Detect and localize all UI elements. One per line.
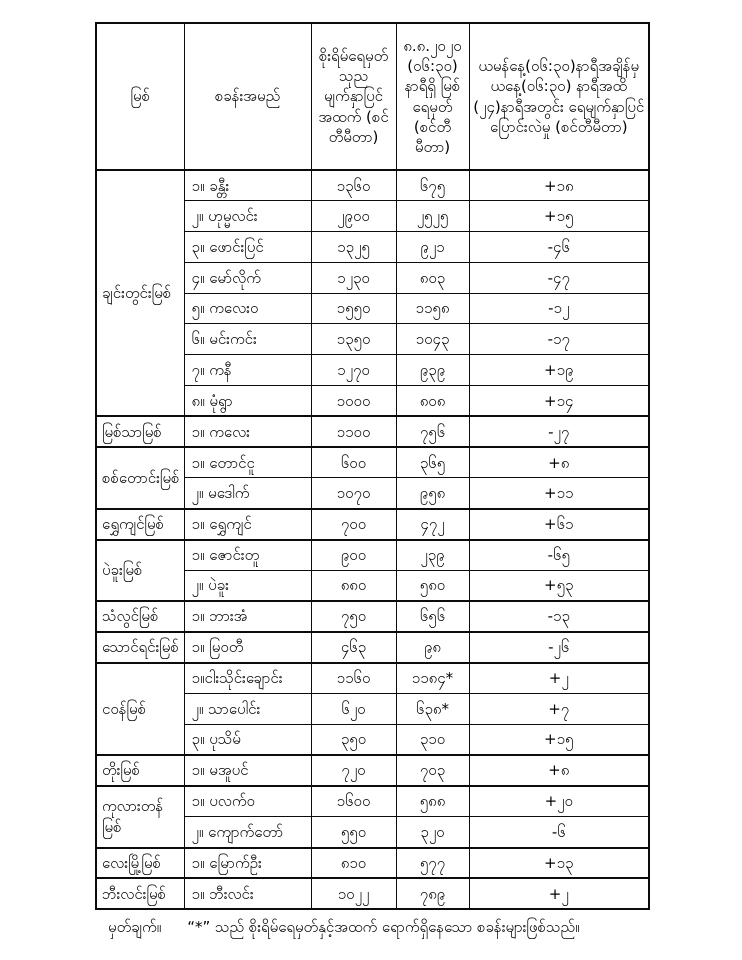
header-danger-level: စိုးရိမ်ရေမှတ် သုည မျက်နှာပြင် အထက် (စင်တီမီတာ) — [311, 23, 396, 170]
water-level-cell: ၅၈၈ — [396, 786, 469, 817]
station-name-cell: ၂။ မဒေါက် — [184, 478, 311, 509]
change-cell: -၁၇ — [469, 324, 649, 355]
danger-level-cell: ၁၀၇၀ — [311, 478, 396, 509]
station-name-cell: ၃။ ဖောင်းပြင် — [184, 232, 311, 263]
river-water-level-table — [95, 22, 650, 910]
river-name-cell: ချင်းတွင်းမြစ် — [96, 170, 184, 416]
danger-level-cell: ၁၃၂၅ — [311, 232, 396, 263]
danger-level-cell: ၁၂၇၀ — [311, 355, 396, 386]
change-cell: +၁၃ — [469, 848, 649, 879]
station-name-cell: ၁။ငါးသိုင်းချောင်း — [184, 663, 311, 694]
table-row — [96, 416, 649, 447]
danger-level-cell: ၁၀၂၂ — [311, 878, 396, 909]
danger-level-cell: ၁၅၅၀ — [311, 293, 396, 324]
table-row — [96, 755, 649, 786]
water-level-cell: ၂၃၉ — [396, 540, 469, 571]
change-cell: +၁၉ — [469, 355, 649, 386]
danger-level-cell: ၉၀၀ — [311, 540, 396, 571]
danger-level-cell: ၁၁၆၀ — [311, 663, 396, 694]
station-name-cell: ၈။ မုံရွာ — [184, 386, 311, 417]
station-name-cell: ၂။ သာပေါင်း — [184, 694, 311, 725]
change-cell: -၂၇ — [469, 416, 649, 447]
change-cell: -၆ — [469, 817, 649, 848]
river-name-cell: သောင်ရင်းမြစ် — [96, 632, 184, 663]
river-name-cell: လေးမြို့မြစ် — [96, 848, 184, 879]
change-cell: -၂၆ — [469, 632, 649, 663]
river-name-cell: မြစ်သာမြစ် — [96, 416, 184, 447]
change-cell: -၄၇ — [469, 262, 649, 293]
water-level-cell: ၆၇၅ — [396, 170, 469, 201]
station-name-cell: ၁။ မအူပင် — [184, 755, 311, 786]
river-water-level-table-wrap — [95, 22, 650, 910]
water-level-cell: ၆၅၆ — [396, 601, 469, 632]
water-level-cell: ၅၈၀ — [396, 570, 469, 601]
river-name-cell: ဘီးလင်းမြစ် — [96, 878, 184, 909]
danger-level-cell: ၁၂၃၀ — [311, 262, 396, 293]
water-level-cell: ၄၇၂ — [396, 509, 469, 540]
station-name-cell: ၁။ တောင်ငူ — [184, 447, 311, 478]
river-name-cell: ငဝန်မြစ် — [96, 663, 184, 755]
danger-level-cell: ၁၃၆၀ — [311, 170, 396, 201]
danger-level-cell: ၁၁၀၀ — [311, 416, 396, 447]
danger-level-cell: ၁၀၀၀ — [311, 386, 396, 417]
change-cell: -၁၃ — [469, 601, 649, 632]
change-cell: -၆၅ — [469, 540, 649, 571]
table-row — [96, 447, 649, 478]
station-name-cell: ၅။ ကလေးဝ — [184, 293, 311, 324]
water-level-cell: ၃၁၀ — [396, 724, 469, 755]
change-cell: +၁၅ — [469, 724, 649, 755]
river-name-cell: ရွှေကျင်မြစ် — [96, 509, 184, 540]
water-level-cell: ၂၅၂၅ — [396, 201, 469, 232]
footnote — [108, 918, 708, 940]
station-name-cell: ၂။ ကျောက်တော် — [184, 817, 311, 848]
water-level-cell: ၉၅၈ — [396, 478, 469, 509]
change-cell: +၇ — [469, 694, 649, 725]
change-cell: -၄၆ — [469, 232, 649, 263]
change-cell: +၈ — [469, 755, 649, 786]
station-name-cell: ၄။ မော်လိုက် — [184, 262, 311, 293]
station-name-cell: ၁။ ပလက်ဝ — [184, 786, 311, 817]
table-row — [96, 786, 649, 817]
danger-level-cell: ၇၀၀ — [311, 509, 396, 540]
river-name-cell: တိုးမြစ် — [96, 755, 184, 786]
water-level-cell: ၉၃၉ — [396, 355, 469, 386]
station-name-cell: ၁။ ကလေး — [184, 416, 311, 447]
danger-level-cell: ၇၂၀ — [311, 755, 396, 786]
danger-level-cell: ၁၆၀၀ — [311, 786, 396, 817]
table-row — [96, 663, 649, 694]
water-level-cell: ၃၂၀ — [396, 817, 469, 848]
danger-level-cell: ၈၈၀ — [311, 570, 396, 601]
table-row — [96, 509, 649, 540]
change-cell: +၅၃ — [469, 570, 649, 601]
water-level-cell: ၈၀၃ — [396, 262, 469, 293]
change-cell: +၆၁ — [469, 509, 649, 540]
water-level-cell: ၁၀၄၃ — [396, 324, 469, 355]
water-level-cell: ၉၂၁ — [396, 232, 469, 263]
change-cell: +၂ — [469, 878, 649, 909]
danger-level-cell: ၇၅၀ — [311, 601, 396, 632]
footnote-text: “*” သည် စိုးရိမ်ရေမှတ်နှင့်အထက် ရောက်ရှိနေသော စခန်းများဖြစ်သည်။ — [187, 918, 580, 936]
water-level-cell: ၅၇၇ — [396, 848, 469, 879]
table-row — [96, 601, 649, 632]
change-cell: +၁၁ — [469, 478, 649, 509]
header-row — [96, 23, 649, 170]
table-row — [96, 848, 649, 879]
water-level-cell: ၁၁၅၈ — [396, 293, 469, 324]
water-level-cell: ၇၅၆ — [396, 416, 469, 447]
header-water-level: ၈.၈.၂၀၂၀ (၀၆:၃၀) နာရီရှိ မြစ်ရေမှတ် (စင်တီမီတာ) — [396, 23, 469, 170]
table-row — [96, 170, 649, 201]
river-name-cell: ကုလားတန်မြစ် — [96, 786, 184, 848]
table-row — [96, 632, 649, 663]
change-cell: +၁၅ — [469, 201, 649, 232]
water-level-cell: ၆၃၈* — [396, 694, 469, 725]
station-name-cell: ၃။ ပုသိမ် — [184, 724, 311, 755]
water-level-cell: ၁၁၈၄* — [396, 663, 469, 694]
change-cell: +၈ — [469, 447, 649, 478]
station-name-cell: ၁။ မြောက်ဦး — [184, 848, 311, 879]
danger-level-cell: ၁၃၅၀ — [311, 324, 396, 355]
water-level-cell: ၉၈ — [396, 632, 469, 663]
table-row — [96, 540, 649, 571]
river-name-cell: ပဲခူးမြစ် — [96, 540, 184, 602]
station-name-cell: ၁။ မြဝတီ — [184, 632, 311, 663]
change-cell: +၂ — [469, 663, 649, 694]
change-cell: +၂၀ — [469, 786, 649, 817]
station-name-cell: ၁။ ခန္တီး — [184, 170, 311, 201]
header-river: မြစ် — [96, 23, 184, 170]
station-name-cell: ၂။ ဟုမ္မလင်း — [184, 201, 311, 232]
danger-level-cell: ၄၆၃ — [311, 632, 396, 663]
danger-level-cell: ၆၂၀ — [311, 694, 396, 725]
water-level-cell: ၈၀၈ — [396, 386, 469, 417]
change-cell: -၁၂ — [469, 293, 649, 324]
river-table-body — [96, 170, 649, 909]
footnote-label: မှတ်ချက်။ — [108, 918, 162, 936]
change-cell: +၁၄ — [469, 386, 649, 417]
station-name-cell: ၆။ မင်းကင်း — [184, 324, 311, 355]
danger-level-cell: ၆၀၀ — [311, 447, 396, 478]
table-row — [96, 878, 649, 909]
river-name-cell: သံလွင်မြစ် — [96, 601, 184, 632]
station-name-cell: ၁။ ဘီးလင်း — [184, 878, 311, 909]
danger-level-cell: ၂၉၀၀ — [311, 201, 396, 232]
table-header — [96, 23, 649, 170]
header-change: ယမန်နေ့(၀၆:၃၀)နာရီအချိန်မှ ယနေ့(၀၆:၃၀) နာရီအထိ (၂၄)နာရီအတွင်း ရေမျက်နှာပြင်ပြောင်းလဲမှု (စင်တီမီတာ) — [469, 23, 649, 170]
river-name-cell: စစ်တောင်းမြစ် — [96, 447, 184, 509]
danger-level-cell: ၈၁၀ — [311, 848, 396, 879]
water-level-cell: ၃၆၅ — [396, 447, 469, 478]
header-station: စခန်းအမည် — [184, 23, 311, 170]
danger-level-cell: ၅၅၀ — [311, 817, 396, 848]
station-name-cell: ၁။ ဘားအံ — [184, 601, 311, 632]
danger-level-cell: ၃၅၀ — [311, 724, 396, 755]
station-name-cell: ၁။ ရွှေကျင် — [184, 509, 311, 540]
station-name-cell: ၁။ ဇောင်းတူ — [184, 540, 311, 571]
station-name-cell: ၂။ ပဲခူး — [184, 570, 311, 601]
station-name-cell: ၇။ ကနီ — [184, 355, 311, 386]
water-level-cell: ၇၀၃ — [396, 755, 469, 786]
change-cell: +၁၈ — [469, 170, 649, 201]
water-level-cell: ၇၈၉ — [396, 878, 469, 909]
